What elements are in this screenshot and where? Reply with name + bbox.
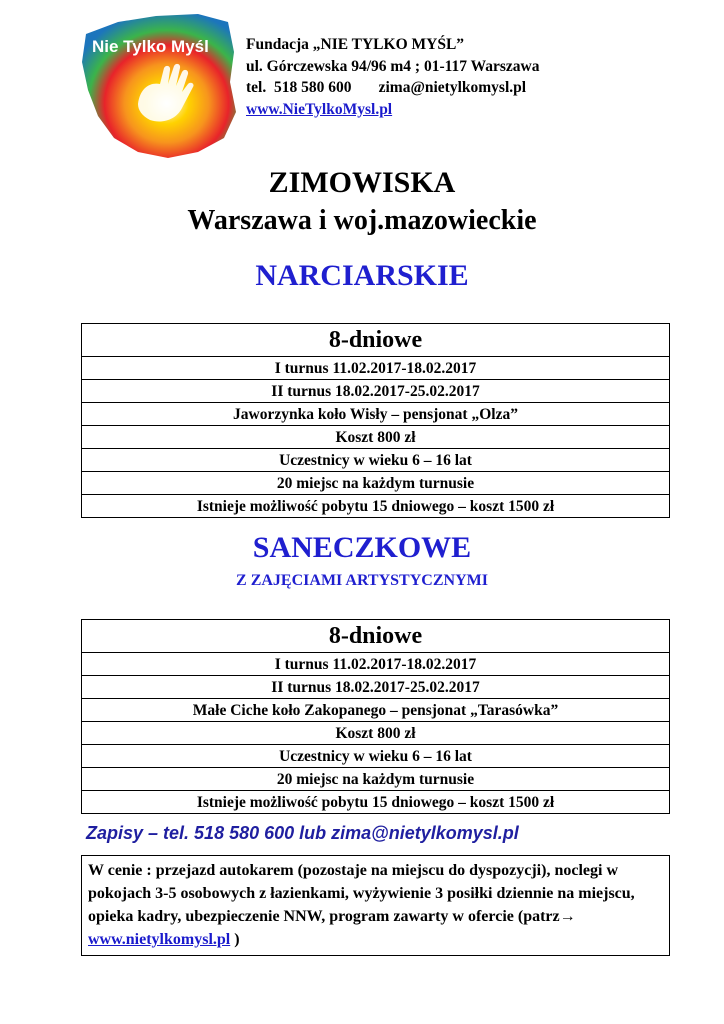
section-subheading-sled: Z ZAJĘCIAMI ARTYSTYCZNYMI (236, 572, 488, 589)
website-link[interactable]: www.NieTylkoMysl.pl (246, 100, 393, 118)
page-subtitle: Warszawa i woj.mazowieckie (187, 205, 537, 236)
places-cell: 20 miejsc na każdym turnusie (82, 768, 670, 791)
section-heading-ski: NARCIARSKIE (255, 259, 469, 292)
sled-camp-table (81, 619, 670, 814)
duration-cell: 8-dniowe (82, 620, 670, 653)
turnus-1-cell: I turnus 11.02.2017-18.02.2017 (82, 357, 670, 380)
phone-number: tel. 518 580 600 (246, 79, 352, 96)
logo-text: Nie Tylko Myśl (92, 37, 209, 56)
note-close: ) (234, 931, 240, 948)
duration-cell: 8-dniowe (82, 324, 670, 357)
logo-graphic (78, 12, 238, 162)
places-cell: 20 miejsc na każdym turnusie (82, 472, 670, 495)
price-includes-note (81, 855, 670, 956)
extended-stay-cell: Istnieje możliwość pobytu 15 dniowego – koszt 1500 zł (82, 495, 670, 518)
location-cell: Małe Ciche koło Zakopanego – pensjonat „Tarasówka” (82, 699, 670, 722)
contact-email: zima@nietylkomysl.pl (378, 79, 527, 96)
cost-cell: Koszt 800 zł (82, 426, 670, 449)
extended-stay-cell: Istnieje możliwość pobytu 15 dniowego – koszt 1500 zł (82, 791, 670, 814)
age-cell: Uczestnicy w wieku 6 – 16 lat (82, 745, 670, 768)
foundation-header (246, 34, 539, 120)
age-cell: Uczestnicy w wieku 6 – 16 lat (82, 449, 670, 472)
note-text: W cenie : przejazd autokarem (pozostaje na miejscu do dyspozycji), noclegi w pokojach 3-5 osobowych z łazienkami, wyżywienie 3 posiłki dziennie na miejscu, opieka kadry, ubezpieczenie NNW, program zawarty w ofercie (patrz (88, 862, 635, 925)
location-cell: Jaworzynka koło Wisły – pensjonat „Olza” (82, 403, 670, 426)
turnus-1-cell: I turnus 11.02.2017-18.02.2017 (82, 653, 670, 676)
foundation-address: ul. Górczewska 94/96 m4 ; 01-117 Warszawa (246, 57, 540, 75)
signup-info: Zapisy – tel. 518 580 600 lub zima@nietylkomysl.pl (86, 823, 519, 843)
foundation-logo (78, 12, 238, 162)
ski-camp-table (81, 323, 670, 518)
note-website-link[interactable]: www.nietylkomysl.pl (88, 931, 231, 948)
contact-line (246, 77, 539, 99)
page-title: ZIMOWISKA (268, 166, 456, 199)
cost-cell: Koszt 800 zł (82, 722, 670, 745)
foundation-name: Fundacja „NIE TYLKO MYŚL” (246, 36, 465, 53)
section-heading-sled: SANECZKOWE (252, 531, 472, 564)
turnus-2-cell: II turnus 18.02.2017-25.02.2017 (82, 676, 670, 699)
arrow-icon: → (559, 908, 576, 925)
turnus-2-cell: II turnus 18.02.2017-25.02.2017 (82, 380, 670, 403)
